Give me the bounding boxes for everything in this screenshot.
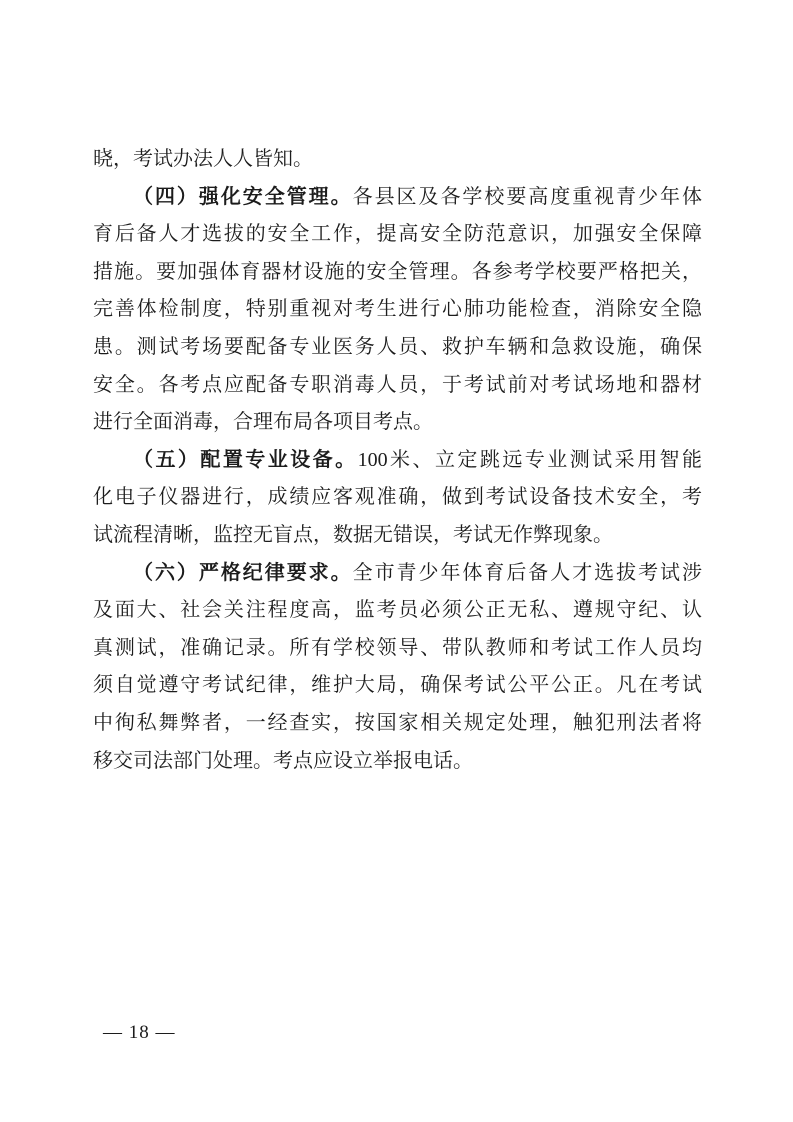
body-line (93, 667, 702, 705)
line-text: 中徇私舞弊者，一经查实，按国家相关规定处理，触犯刑法者将 (93, 711, 702, 734)
line-text: 须自觉遵守考试纪律，维护大局，确保考试公平公正。凡在考试 (93, 674, 702, 697)
line-text: 进行全面消毒，合理布局各项目考点。 (93, 411, 433, 434)
body-line (93, 555, 702, 593)
line-text: 措施。要加强体育器材设施的安全管理。各参考学校要严格把关， (93, 260, 702, 283)
body-line (93, 179, 702, 217)
paragraph-heading: （五）配置专业设备。 (133, 448, 358, 471)
line-text: 晓，考试办法人人皆知。 (93, 148, 313, 170)
body-line (93, 404, 702, 442)
body-line (93, 291, 702, 329)
document-body (93, 141, 702, 780)
body-line (93, 216, 702, 254)
line-text: 及面大、社会关注程度高，监考员必须公正无私、遵规守纪、认 (93, 599, 702, 622)
body-line (93, 329, 702, 367)
body-line (93, 254, 702, 292)
line-text: 试流程清晰，监控无盲点，数据无错误，考试无作弊现象。 (93, 523, 613, 546)
body-line (93, 743, 702, 781)
body-line (93, 592, 702, 630)
line-text: 真测试，准确记录。所有学校领导、带队教师和考试工作人员均 (93, 636, 702, 659)
body-line (93, 141, 702, 179)
line-text: 各县区及各学校要高度重视青少年体 (352, 185, 702, 208)
line-text: 患。测试考场要配备专业医务人员、救护车辆和急救设施，确保 (93, 335, 702, 358)
body-line (93, 630, 702, 668)
paragraph-heading: （六）严格纪律要求。 (133, 561, 353, 584)
body-line (93, 367, 702, 405)
body-line (93, 479, 702, 517)
body-line (93, 442, 702, 480)
line-text: 安全。各考点应配备专职消毒人员，于考试前对考试场地和器材 (93, 373, 702, 396)
line-text: 全市青少年体育后备人才选拔考试涉 (352, 561, 702, 584)
line-text: 育后备人才选拔的安全工作，提高安全防范意识，加强安全保障 (93, 223, 702, 246)
line-text: 移交司法部门处理。考点应设立举报电话。 (93, 749, 473, 772)
line-text: 100米、立定跳远专业测试采用智能 (357, 448, 702, 471)
body-line (93, 517, 702, 555)
body-line (93, 705, 702, 743)
page-number: — 18 — (103, 1022, 176, 1043)
line-text: 化电子仪器进行，成绩应客观准确，做到考试设备技术安全，考 (93, 486, 702, 509)
paragraph-heading: （四）强化安全管理。 (133, 185, 353, 208)
line-text: 完善体检制度，特别重视对考生进行心肺功能检查，消除安全隐 (93, 298, 702, 321)
